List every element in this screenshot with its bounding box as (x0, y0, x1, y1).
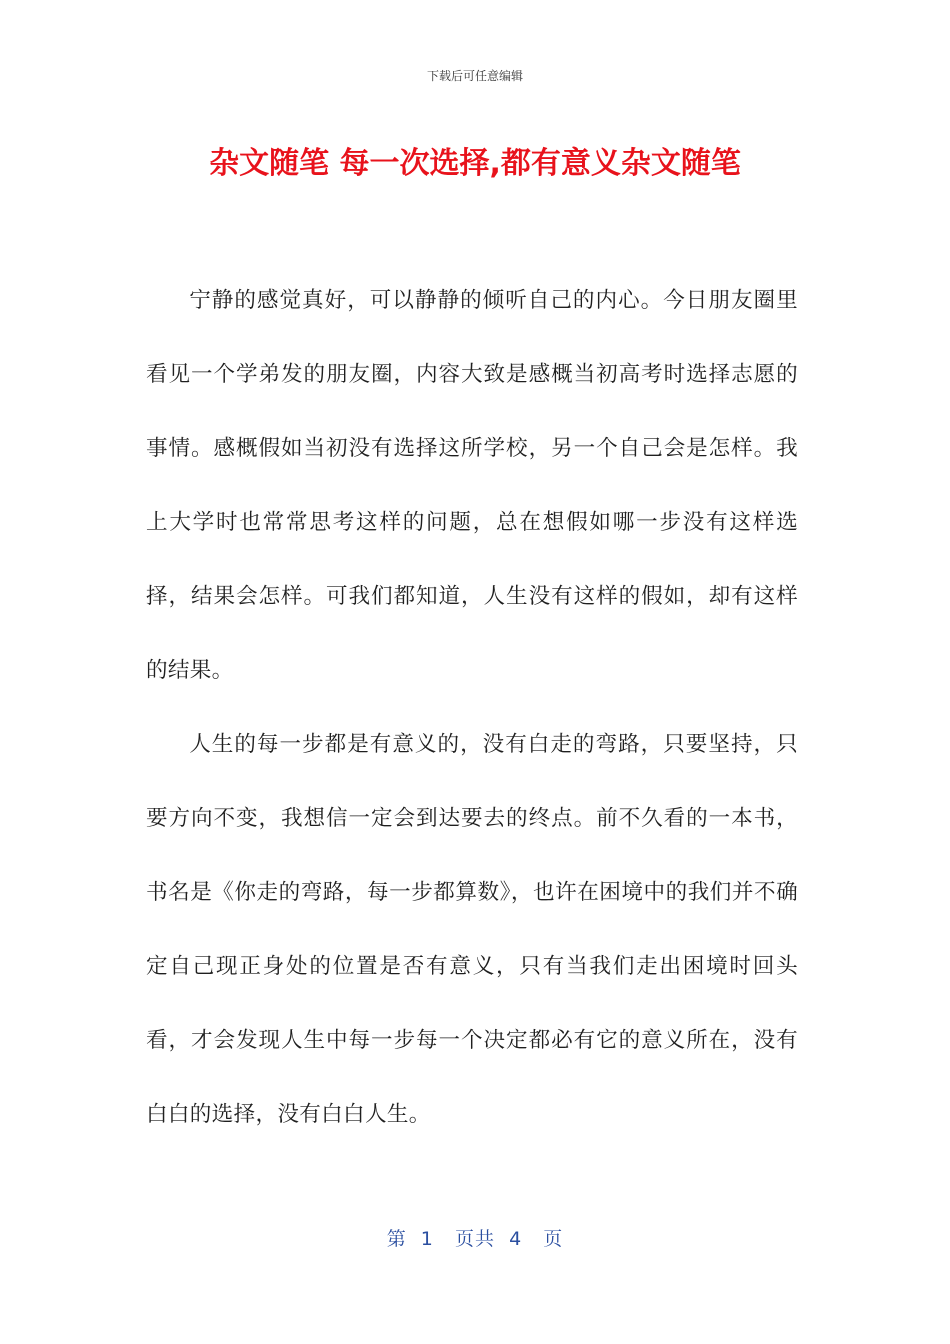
document-title: 杂文随笔 每一次选择,都有意义杂文随笔 (209, 146, 741, 181)
paragraph-2: 人生的每一步都是有意义的，没有白走的弯路，只要坚持，只要方向不变，我想信一定会到达要去的终点。前不久看的一本书，书名是《你走的弯路，每一步都算数》，也许在困境中的我们并不确定自己现正身处的位置是否有意义，只有当我们走出困境时回头看，才会发现人生中每一步每一个决定都必有它的意义所在，没有白白的选择，没有白白人生。 (146, 732, 798, 1127)
document-body (146, 264, 798, 1152)
paragraph-1: 宁静的感觉真好，可以静静的倾听自己的内心。今日朋友圈里看见一个学弟发的朋友圈，内容大致是感概当初高考时选择志愿的事情。感概假如当初没有选择这所学校，另一个自己会是怎样。我上大学时也常常思考这样的问题，总在想假如哪一步没有这样选择，结果会怎样。可我们都知道，人生没有这样的假如，却有这样的结果。 (146, 288, 798, 683)
page-number-footer: 第 1 页共 4 页 (386, 1228, 564, 1250)
header-note: 下载后可任意编辑 (426, 69, 523, 83)
